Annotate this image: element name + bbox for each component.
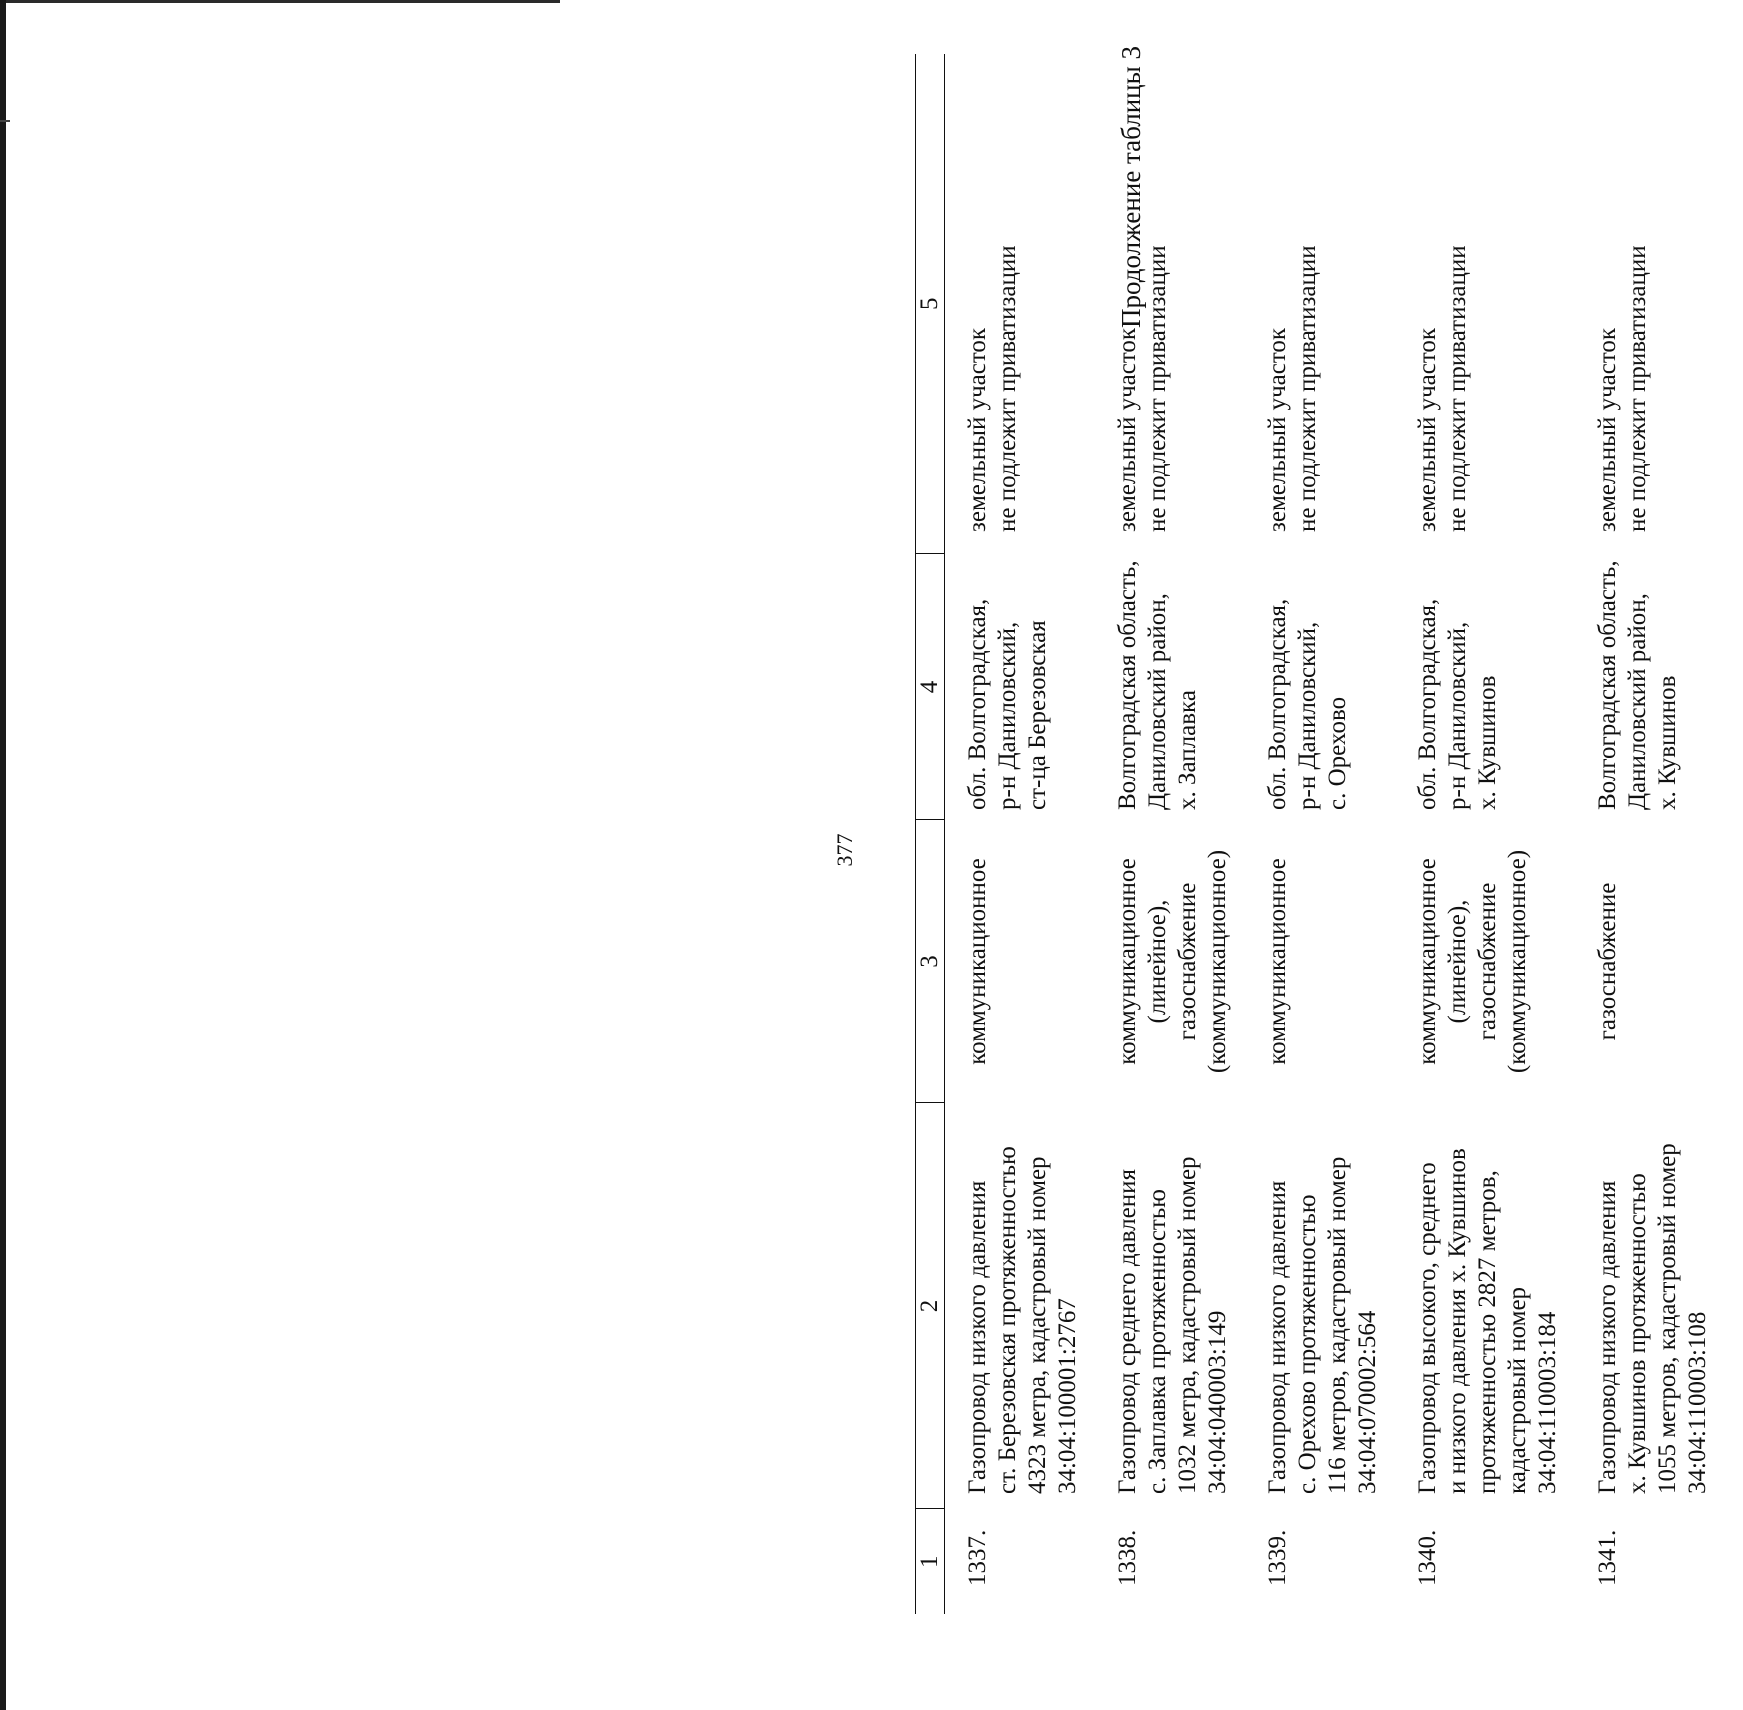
cell-description-line: протяженностью 2827 метров, [1474,1170,1501,1494]
cell-description-line: Газопровод низкого давления [964,1180,991,1494]
cell-purpose-line: коммуникационное [1264,858,1291,1065]
cell-address [1593,554,1743,820]
cell-purpose-line: газоснабжение [1174,882,1201,1041]
cell-purpose-line: (коммуникационное) [1504,849,1531,1074]
cell-description-line: 34:04:070002:564 [1354,1310,1381,1494]
table-body [945,54,1743,1614]
page-number: 377 [832,833,857,867]
cell-description-line: 34:04:110003:184 [1534,1311,1561,1494]
cell-address-line: х. Заплавка [1174,690,1201,810]
cell-description [963,1103,1113,1509]
cell-description-line: Газопровод низкого давления [1264,1180,1291,1494]
table-row [1593,54,1743,1614]
cell-address-line: обл. Волгоградская, [964,598,991,810]
cell-note [1263,54,1413,554]
cell-description-line: 34:04:100001:2767 [1054,1298,1081,1494]
cell-note-line: не подлежит приватизации [1624,245,1651,532]
cell-record-number: 1340. [1414,1529,1441,1586]
cell-address-line: Волгоградская область, [1114,560,1141,810]
cell-description-line: 4323 метра, кадастровый номер [1024,1156,1051,1494]
cell-note-line: земельный участок [1264,327,1291,532]
cell-purpose-line: коммуникационное [1414,858,1441,1065]
cell-description [1113,1103,1263,1509]
column-header-1: 1 [916,1509,945,1614]
cell-purpose-line: газоснабжение [1594,882,1621,1041]
cell-description-line: Газопровод высокого, среднего [1414,1162,1441,1494]
cell-purpose [1113,820,1263,1103]
table-row [963,54,1113,1614]
cell-address-line: Даниловский район, [1144,593,1171,810]
cell-address-line: обл. Волгоградская, [1414,598,1441,810]
cell-description-line: и низкого давления х. Кувшинов [1444,1148,1471,1494]
column-header-2: 2 [916,1103,945,1509]
cell-address [1113,554,1263,820]
cell-note-line: не подлежит приватизации [994,245,1021,532]
cell-description-line: 1055 метров, кадастровый номер [1654,1143,1681,1494]
cell-purpose-line: (линейное), [1444,899,1471,1024]
cell-description-line: 34:04:040003:149 [1204,1310,1231,1494]
cell-purpose [1413,820,1593,1103]
column-header-4: 4 [916,554,945,820]
cell-address-line: ст-ца Березовская [1024,620,1051,810]
cell-record-number: 1338. [1114,1529,1141,1586]
cell-address-line: с. Орехово [1324,696,1351,810]
cell-record-number: 1337. [964,1529,991,1586]
cell-note [1113,54,1263,554]
cell-purpose-line: (коммуникационное) [1204,849,1231,1074]
cell-description-line: 34:04:110003:108 [1684,1311,1711,1494]
cell-note-line: не подлежит приватизации [1144,245,1171,532]
cell-record-number: 1341. [1594,1529,1621,1586]
cell-purpose-line: коммуникационное [964,858,991,1065]
cell-note [963,54,1113,554]
cell-note-line: земельный участок [964,327,991,532]
cell-address-line: Волгоградская область, [1594,560,1621,810]
cell-note-line: земельный участок [1414,327,1441,532]
table-header-row [916,54,945,1614]
column-header-3: 3 [916,820,945,1103]
cell-description [1263,1103,1413,1509]
cell-address [1413,554,1593,820]
cell-note-line: не подлежит приватизации [1444,245,1471,532]
cell-description-line: ст. Березовская протяженностью [994,1146,1021,1494]
cell-description-line: с. Заплавка протяженностью [1144,1189,1171,1494]
cell-address [1263,554,1413,820]
table-row [1113,54,1263,1614]
cell-description-line: х. Кувшинов протяженностью [1624,1173,1651,1494]
cell-purpose-line: (линейное), [1144,899,1171,1024]
cell-description-line: 1032 метра, кадастровый номер [1174,1156,1201,1494]
cell-note [1593,54,1743,554]
cell-address [963,554,1113,820]
cell-purpose [1593,820,1743,1103]
cell-address-line: р-н Даниловский, [994,621,1021,810]
cell-address-line: р-н Даниловский, [1444,621,1471,810]
cell-description-line: Газопровод низкого давления [1594,1180,1621,1494]
cell-description [1593,1103,1743,1509]
cell-address-line: р-н Даниловский, [1294,621,1321,810]
cell-address-line: х. Кувшинов [1654,675,1681,810]
cell-record-number: 1339. [1264,1529,1291,1586]
cell-description-line: Газопровод среднего давления [1114,1169,1141,1494]
cell-purpose-line: коммуникационное [1114,858,1141,1065]
property-table [915,54,1743,1614]
cell-note-line: земельный участок [1114,327,1141,532]
table-caption: Продолжение таблицы 3 [1116,46,1146,328]
cell-note [1413,54,1593,554]
column-header-5: 5 [916,54,945,554]
cell-note-line: не подлежит приватизации [1294,245,1321,532]
table-row [1413,54,1593,1614]
cell-description [1413,1103,1593,1509]
cell-address-line: Даниловский район, [1624,593,1651,810]
cell-address-line: обл. Волгоградская, [1264,598,1291,810]
cell-description-line: кадастровый номер [1504,1286,1531,1494]
table-row [1263,54,1413,1614]
cell-description-line: с. Орехово протяженностью [1294,1194,1321,1494]
cell-purpose [1263,820,1413,1103]
cell-purpose-line: газоснабжение [1474,882,1501,1041]
cell-description-line: 116 метров, кадастровый номер [1324,1156,1351,1494]
cell-address-line: х. Кувшинов [1474,675,1501,810]
cell-purpose [963,820,1113,1103]
cell-note-line: земельный участок [1594,327,1621,532]
